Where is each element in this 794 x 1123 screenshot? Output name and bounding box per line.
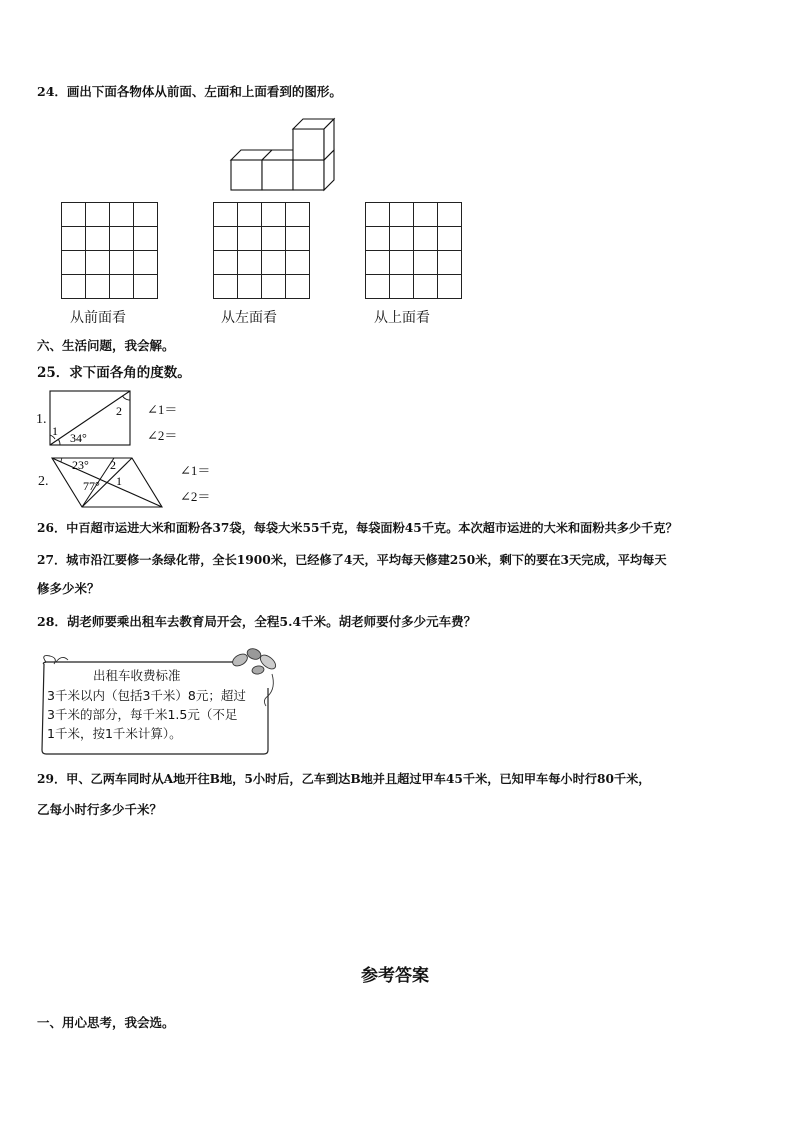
fig2-answer-angle1[interactable]: ∠1＝ [180, 463, 211, 478]
answer-key-title: 参考答案 [361, 966, 429, 986]
answer-section-1-heading: 一、用心思考，我会选。 [37, 1015, 175, 1030]
parallelogram-figure [48, 455, 168, 510]
fare-board-line-3: 1千米，按1千米计算）。 [47, 726, 182, 741]
fig2-angle2-label: 2 [110, 458, 116, 472]
q29-text-line1: 29．甲、乙两车同时从A地开往B地，5小时后，乙车到达B地并且超过甲车45千米，已知甲车每小时行80千米， [37, 772, 651, 786]
rectangle-figure [48, 388, 134, 448]
q24-text: 24．画出下面各物体从前面、左面和上面看到的图形。 [37, 84, 342, 99]
fig1-angle-34-label: 34° [70, 431, 87, 445]
fig1-answer-angle2[interactable]: ∠2＝ [147, 428, 178, 443]
left-view-grid[interactable] [213, 202, 310, 299]
fig1-angle1-label: 1 [52, 424, 58, 438]
fig2-angle-77-label: 77° [83, 479, 100, 493]
fare-board-line-1: 3千米以内（包括3千米）8元；超过 [47, 688, 246, 703]
fig1-answer-angle1[interactable]: ∠1＝ [147, 402, 178, 417]
q27-text-line2: 修多少米？ [37, 581, 100, 596]
front-view-label: 从前面看 [70, 310, 126, 326]
section-6-heading: 六、生活问题，我会解。 [37, 338, 175, 353]
fig2-angle1-label: 1 [116, 474, 122, 488]
fig1-angle2-label: 2 [116, 404, 122, 418]
cube-stack-figure [228, 115, 338, 193]
front-view-grid[interactable] [61, 202, 158, 299]
q28-text: 28．胡老师要乘出租车去教育局开会，全程5.4千米。胡老师要付多少元车费？ [37, 614, 477, 629]
fig1-index: 1. [36, 412, 47, 427]
left-view-label: 从左面看 [221, 310, 277, 326]
top-view-grid[interactable] [365, 202, 462, 299]
fig2-index: 2. [38, 474, 49, 489]
q29-text-line2: 乙每小时行多少千米？ [37, 802, 163, 817]
q26-text: 26．中百超市运进大米和面粉各37袋，每袋大米55千克，每袋面粉45千克。本次超市运进的大米和面粉共多少千克？ [37, 521, 678, 535]
q27-text-line1: 27．城市沿江要修一条绿化带，全长1900米，已经修了4天，平均每天修建250米，剩下的要在3天完成，平均每天 [37, 553, 667, 567]
q25-text: 25．求下面各角的度数。 [37, 365, 191, 381]
fig2-angle-23-label: 23° [72, 458, 89, 472]
fare-board-title: 出租车收费标准 [93, 668, 181, 683]
top-view-label: 从上面看 [374, 310, 430, 326]
fig2-answer-angle2[interactable]: ∠2＝ [180, 489, 211, 504]
fare-board-line-2: 3千米的部分，每千米1.5元（不足 [47, 707, 238, 722]
